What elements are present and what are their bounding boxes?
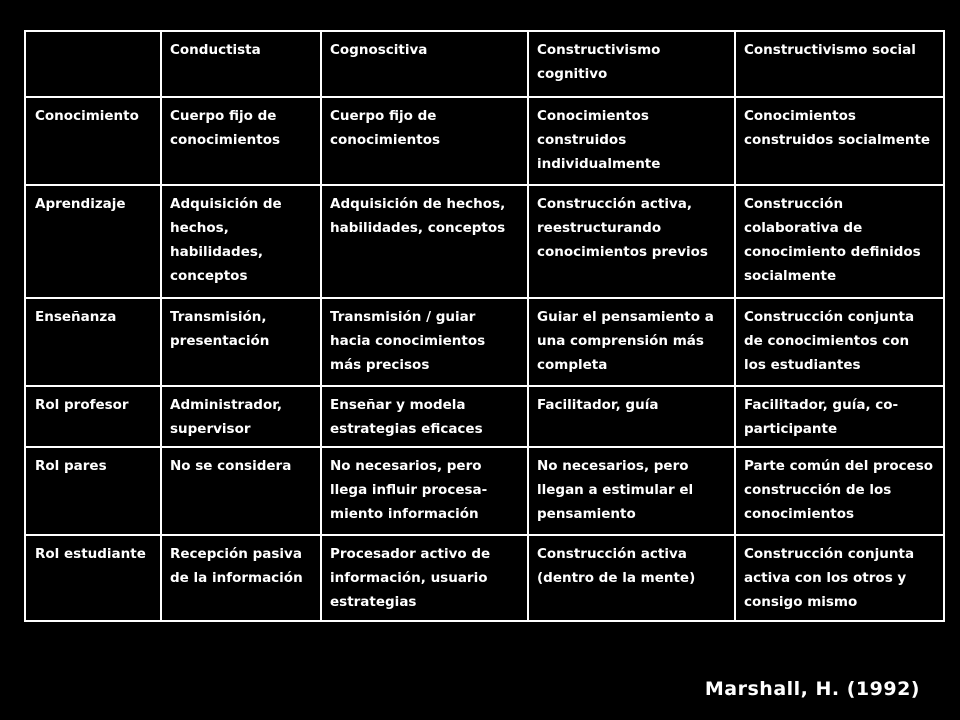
header-corner-cell xyxy=(25,31,161,97)
row-label-conocimiento: Conocimiento xyxy=(25,97,161,185)
row-label-rol-estudiante: Rol estudiante xyxy=(25,535,161,621)
table-cell: Enseñar y modela estrategias eficaces xyxy=(321,386,528,447)
table-cell: Adquisición de hechos, habilidades, conceptos xyxy=(321,185,528,298)
learning-theories-table xyxy=(24,30,945,622)
table-cell: Conocimientos construidos socialmente xyxy=(735,97,944,185)
table-cell: No se considera xyxy=(161,447,321,535)
table-row xyxy=(25,97,944,185)
row-label-aprendizaje: Aprendizaje xyxy=(25,185,161,298)
table-row xyxy=(25,185,944,298)
table-cell: Construcción colaborativa de conocimiento definidos socialmente xyxy=(735,185,944,298)
table-cell: Transmisión / guiar hacia conocimientos más precisos xyxy=(321,298,528,386)
table-cell: Construcción activa (dentro de la mente) xyxy=(528,535,735,621)
table-cell: Adquisición de hechos, habilidades, conceptos xyxy=(161,185,321,298)
table-header-row xyxy=(25,31,944,97)
table-cell: Construcción activa, reestructurando conocimientos previos xyxy=(528,185,735,298)
table-cell: Transmisión, presentación xyxy=(161,298,321,386)
table-cell: Conocimientos construidos individualmente xyxy=(528,97,735,185)
table-row xyxy=(25,386,944,447)
table-cell: Construcción conjunta activa con los otros y consigo mismo xyxy=(735,535,944,621)
header-cognoscitiva: Cognoscitiva xyxy=(321,31,528,97)
table-cell: Facilitador, guía xyxy=(528,386,735,447)
table-cell: Parte común del proceso construcción de los conocimientos xyxy=(735,447,944,535)
table-cell: Administrador, supervisor xyxy=(161,386,321,447)
table-cell: Recepción pasiva de la información xyxy=(161,535,321,621)
table-cell: Procesador activo de información, usuario estrategias xyxy=(321,535,528,621)
table-cell: Construcción conjunta de conocimientos con los estudiantes xyxy=(735,298,944,386)
header-constructivismo-cognitivo: Constructivismo cognitivo xyxy=(528,31,735,97)
table-row xyxy=(25,535,944,621)
table-cell: No necesarios, pero llegan a estimular el pensamiento xyxy=(528,447,735,535)
row-label-ensenanza: Enseñanza xyxy=(25,298,161,386)
header-constructivismo-social: Constructivismo social xyxy=(735,31,944,97)
table-cell: Cuerpo fijo de conocimientos xyxy=(321,97,528,185)
table-row xyxy=(25,447,944,535)
table-cell: Guiar el pensamiento a una comprensión más completa xyxy=(528,298,735,386)
row-label-rol-pares: Rol pares xyxy=(25,447,161,535)
table-cell: Cuerpo fijo de conocimientos xyxy=(161,97,321,185)
table-row xyxy=(25,298,944,386)
table-cell: No necesarios, pero llega influir procesa-miento información xyxy=(321,447,528,535)
citation-text: Marshall, H. (1992) xyxy=(704,678,920,700)
header-conductista: Conductista xyxy=(161,31,321,97)
row-label-rol-profesor: Rol profesor xyxy=(25,386,161,447)
table-cell: Facilitador, guía, co-participante xyxy=(735,386,944,447)
comparison-table-container xyxy=(24,30,943,622)
